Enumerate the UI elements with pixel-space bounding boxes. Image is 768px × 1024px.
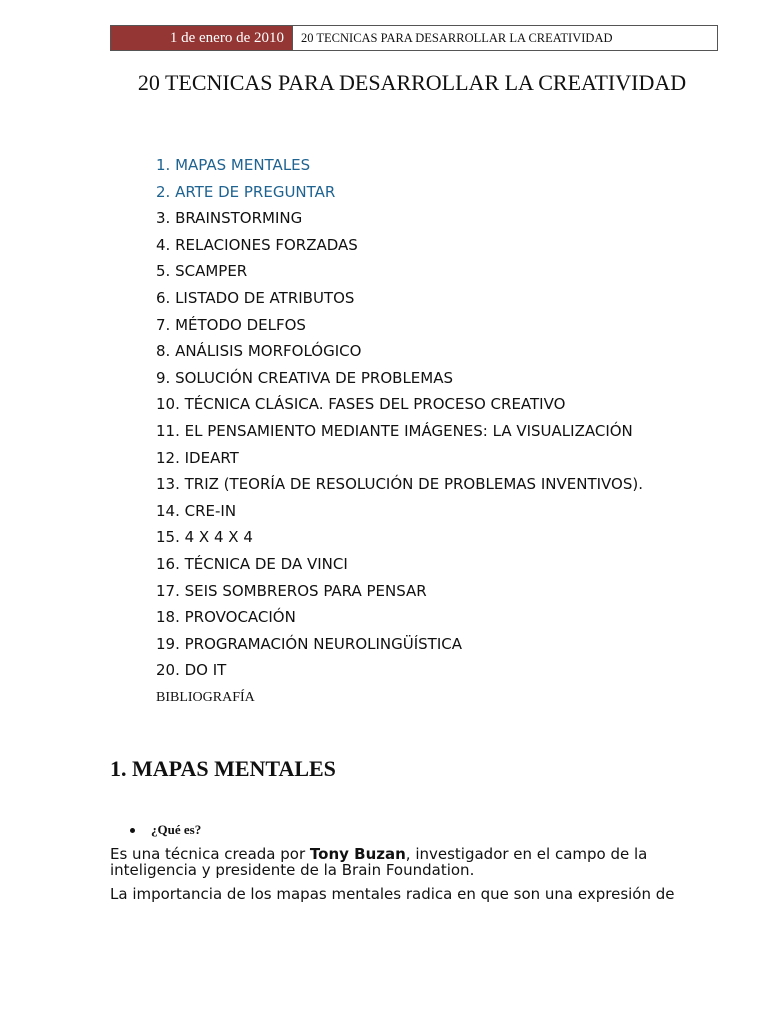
toc-item-bibliografia: BIBLIOGRAFÍA: [156, 689, 255, 705]
toc-item: 13. TRIZ (TEORÍA DE RESOLUCIÓN DE PROBLEMAS INVENTIVOS).: [156, 475, 643, 494]
toc-item: 3. BRAINSTORMING: [156, 209, 303, 228]
author-name: Tony Buzan: [309, 845, 406, 863]
page-header: [110, 25, 718, 51]
toc-item: 20. DO IT: [156, 661, 227, 680]
toc-item: 16. TÉCNICA DE DA VINCI: [156, 554, 348, 573]
paragraph-importance: La importancia de los mapas mentales radica en que son una expresión de: [110, 885, 675, 903]
toc-item: 12. IDEART: [156, 448, 239, 467]
header-title: 20 TECNICAS PARA DESARROLLAR LA CREATIVIDAD: [301, 31, 613, 45]
table-of-contents: [156, 152, 643, 711]
toc-item: 7. MÉTODO DELFOS: [156, 315, 306, 334]
bullet-dot-icon: [130, 828, 135, 833]
toc-item: 10. TÉCNICA CLÁSICA. FASES DEL PROCESO CREATIVO: [156, 395, 566, 414]
document-title: 20 TECNICAS PARA DESARROLLAR LA CREATIVIDAD: [137, 70, 687, 95]
toc-item: 5. SCAMPER: [156, 262, 248, 281]
toc-item: 18. PROVOCACIÓN: [156, 608, 296, 627]
toc-item-arte-de-preguntar[interactable]: 2. ARTE DE PREGUNTAR: [156, 182, 336, 201]
bullet-label: ¿Qué es?: [151, 822, 202, 837]
toc-item: 8. ANÁLISIS MORFOLÓGICO: [156, 342, 362, 361]
toc-item: 9. SOLUCIÓN CREATIVA DE PROBLEMAS: [156, 368, 453, 387]
toc-item: 17. SEIS SOMBREROS PARA PENSAR: [156, 581, 427, 600]
section-heading: 1. MAPAS MENTALES: [110, 756, 336, 781]
toc-item: 19. PROGRAMACIÓN NEUROLINGÜÍSTICA: [156, 634, 463, 653]
toc-item: 14. CRE-IN: [156, 501, 237, 520]
toc-item-mapas-mentales[interactable]: 1. MAPAS MENTALES: [156, 156, 311, 174]
paragraph-text: , investigador en el campo de la inteligencia y presidente de la Brain Foundation.: [110, 845, 648, 879]
header-date: 1 de enero de 2010: [111, 26, 293, 50]
paragraph-definition: [110, 846, 710, 878]
toc-item: 6. LISTADO DE ATRIBUTOS: [156, 288, 355, 307]
toc-item: 11. EL PENSAMIENTO MEDIANTE IMÁGENES: LA VISUALIZACIÓN: [156, 421, 633, 440]
toc-item: 4. RELACIONES FORZADAS: [156, 235, 358, 254]
paragraph-text: Es una técnica creada por: [110, 845, 310, 863]
toc-item: 15. 4 X 4 X 4: [156, 528, 253, 547]
bullet-item: [130, 822, 201, 838]
